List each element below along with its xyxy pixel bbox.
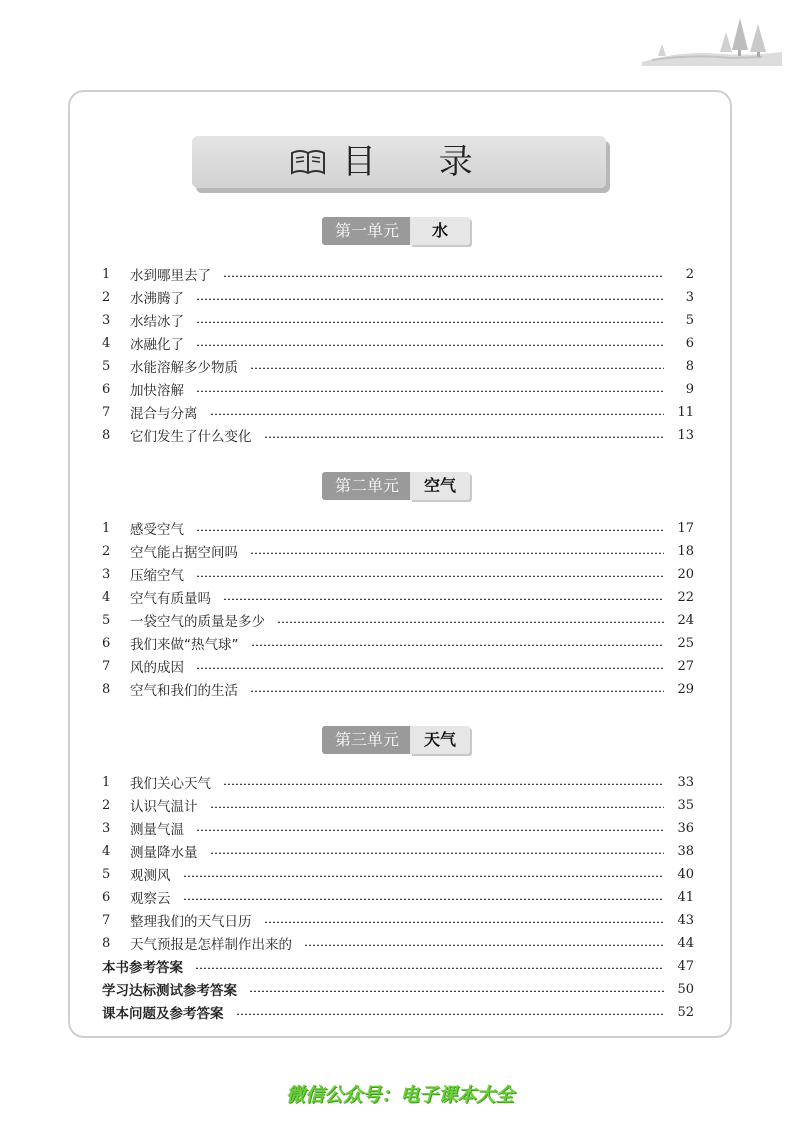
entry-title: 认识气温计 [130,799,198,815]
entry-number: 7 [102,658,111,674]
entry-title: 水能溶解多少物质 [130,360,238,376]
unit-label: 第一单元 [322,217,412,245]
entry-page: 36 [677,820,694,836]
entry-number: 6 [102,889,111,905]
entry-page: 18 [677,543,694,559]
dot-leader [196,298,664,300]
dot-leader [223,275,664,277]
entry-title: 压缩空气 [130,568,184,584]
dot-leader [196,529,664,531]
toc-entry[interactable] [102,378,694,400]
entry-title: 加快溶解 [130,383,184,399]
unit-label: 第二单元 [322,472,412,500]
dot-leader [183,898,665,900]
entry-page: 11 [677,404,694,420]
unit-header [322,217,472,245]
dot-leader [195,967,664,969]
dot-leader [196,829,664,831]
entry-number: 8 [102,681,111,697]
dot-leader [250,690,664,692]
entry-page: 41 [677,889,694,905]
entry-number: 7 [102,912,111,928]
entry-number: 8 [102,935,111,951]
unit-name: 天气 [410,726,470,754]
landscape-illustration [642,10,782,70]
title-banner [192,136,606,188]
unit-name: 水 [410,217,470,245]
dot-leader [264,436,665,438]
dot-leader [236,1013,665,1015]
unit-name: 空气 [410,472,470,500]
dot-leader [223,783,664,785]
dot-leader [264,921,665,923]
entry-number: 4 [102,335,111,351]
toc-entry[interactable] [102,332,694,354]
entry-page: 20 [677,566,694,582]
entry-number: 8 [102,427,111,443]
dot-leader [196,344,664,346]
entry-title: 空气能占据空间吗 [130,545,238,561]
toc-entry[interactable] [102,309,694,331]
unit-header [322,472,472,500]
dot-leader [210,806,665,808]
toc-entry[interactable] [102,263,694,285]
dot-leader [196,667,664,669]
entry-page: 3 [685,289,694,305]
dot-leader [196,575,664,577]
toc-entry[interactable] [102,632,694,654]
dot-leader [249,990,664,992]
entry-page: 9 [685,381,694,397]
dot-leader [183,875,665,877]
entry-title: 测量气温 [130,822,184,838]
toc-entry[interactable] [102,563,694,585]
toc-entry[interactable] [102,286,694,308]
entry-title: 它们发生了什么变化 [130,429,252,445]
toc-entry[interactable] [102,817,694,839]
entry-title: 我们来做“热气球” [130,637,239,653]
entry-title: 水结冰了 [130,314,184,330]
entry-title: 课本问题及参考答案 [102,1006,224,1022]
entry-page: 52 [677,1004,694,1020]
unit-header [322,726,472,754]
entry-title: 冰融化了 [130,337,184,353]
entry-title: 水沸腾了 [130,291,184,307]
dot-leader [250,552,664,554]
entry-title: 我们关心天气 [130,776,211,792]
entry-page: 35 [677,797,694,813]
page-title: 目 录 [342,142,499,182]
dot-leader [251,644,665,646]
entry-page: 22 [677,589,694,605]
dot-leader [196,390,664,392]
toc-entry[interactable] [102,540,694,562]
toc-entry-appendix[interactable] [102,1001,694,1023]
entry-number: 7 [102,404,111,420]
entry-number: 6 [102,635,111,651]
entry-number: 2 [102,797,111,813]
entry-page: 6 [685,335,694,351]
entry-number: 1 [102,520,111,536]
entry-page: 47 [677,958,694,974]
entry-page: 43 [677,912,694,928]
entry-title: 风的成因 [130,660,184,676]
entry-page: 17 [677,520,694,536]
dot-leader [277,621,664,623]
entry-title: 混合与分离 [130,406,198,422]
entry-page: 25 [677,635,694,651]
entry-number: 5 [102,612,111,628]
entry-page: 24 [677,612,694,628]
entry-page: 38 [677,843,694,859]
entry-page: 33 [677,774,694,790]
entry-title: 本书参考答案 [102,960,183,976]
entry-number: 4 [102,843,111,859]
toc-entry[interactable] [102,517,694,539]
entry-page: 44 [677,935,694,951]
toc-entry[interactable] [102,424,694,446]
entry-number: 1 [102,774,111,790]
toc-entry[interactable] [102,609,694,631]
entry-title: 感受空气 [130,522,184,538]
entry-page: 27 [677,658,694,674]
dot-leader [223,598,664,600]
entry-number: 2 [102,543,111,559]
entry-number: 3 [102,312,111,328]
entry-page: 8 [685,358,694,374]
entry-title: 测量降水量 [130,845,198,861]
entry-number: 2 [102,289,111,305]
open-book-icon [288,147,328,177]
entry-title: 观测风 [130,868,171,884]
entry-title: 观察云 [130,891,171,907]
toc-entry[interactable] [102,586,694,608]
dot-leader [210,413,665,415]
toc-entry-appendix[interactable] [102,955,694,977]
toc-entry[interactable] [102,355,694,377]
toc-entry[interactable] [102,678,694,700]
toc-entry[interactable] [102,794,694,816]
entry-number: 4 [102,589,111,605]
toc-entry[interactable] [102,655,694,677]
toc-entry[interactable] [102,771,694,793]
entry-page: 29 [677,681,694,697]
dot-leader [304,944,664,946]
entry-number: 5 [102,866,111,882]
entry-title: 整理我们的天气日历 [130,914,252,930]
entry-page: 5 [685,312,694,328]
entry-title: 天气预报是怎样制作出来的 [130,937,292,953]
entry-number: 5 [102,358,111,374]
entry-page: 50 [677,981,694,997]
toc-entry[interactable] [102,401,694,423]
entry-number: 3 [102,566,111,582]
toc-entry-appendix[interactable] [102,978,694,1000]
entry-title: 一袋空气的质量是多少 [130,614,265,630]
entry-page: 13 [677,427,694,443]
toc-entry[interactable] [102,863,694,885]
toc-entry[interactable] [102,840,694,862]
dot-leader [210,852,665,854]
footer-watermark: 微信公众号：电子课本大全 [285,1084,514,1106]
entry-number: 6 [102,381,111,397]
entry-number: 3 [102,820,111,836]
entry-title: 空气和我们的生活 [130,683,238,699]
dot-leader [196,321,664,323]
entry-title: 学习达标测试参考答案 [102,983,237,999]
toc-entry[interactable] [102,932,694,954]
entry-title: 水到哪里去了 [130,268,211,284]
entry-page: 2 [685,266,694,282]
toc-entry[interactable] [102,909,694,931]
entry-title: 空气有质量吗 [130,591,211,607]
toc-entry[interactable] [102,886,694,908]
dot-leader [250,367,664,369]
entry-page: 40 [677,866,694,882]
unit-label: 第三单元 [322,726,412,754]
entry-number: 1 [102,266,111,282]
